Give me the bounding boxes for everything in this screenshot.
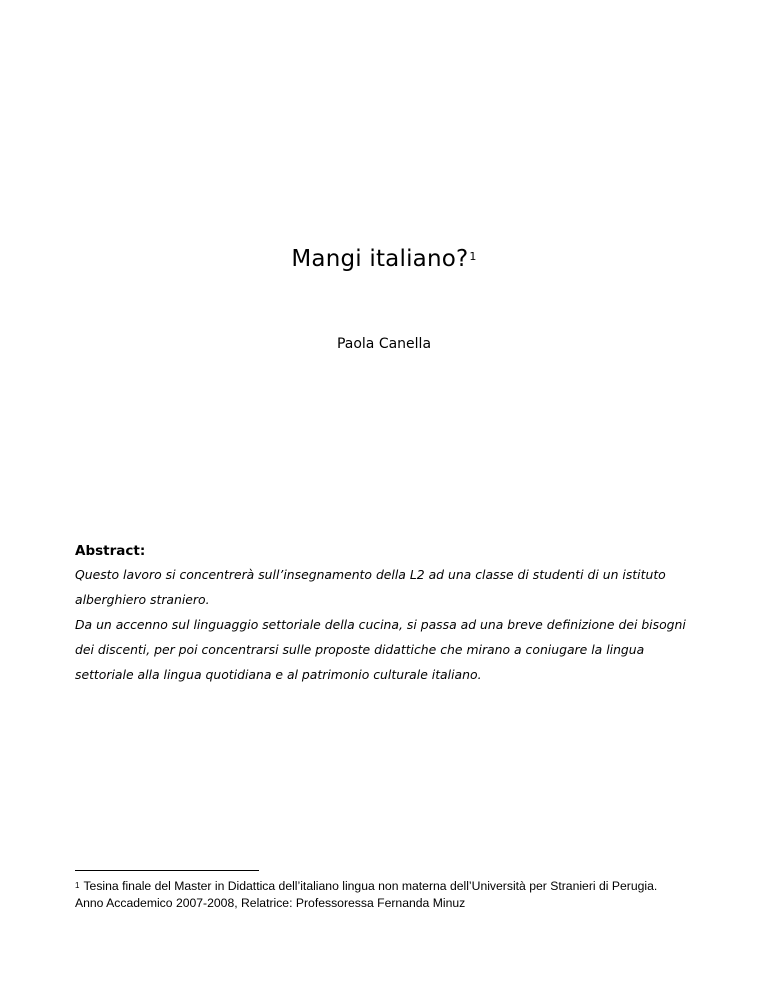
abstract-heading: Abstract: <box>75 543 146 559</box>
abstract-paragraph: Da un accenno sul linguaggio settoriale della cucina, si passa ad una breve definizione dei bisogni dei discenti, per poi concentrarsi sulle proposte didattiche che mirano a coniugare la lingua settoriale alla lingua quotidiana e al patrimonio culturale italiano. <box>75 617 686 682</box>
title-text: Mangi italiano? <box>291 246 469 272</box>
abstract-paragraph: Questo lavoro si concentrerà sull’insegnamento della L2 ad una classe di studenti di un istituto alberghiero straniero. <box>75 567 666 607</box>
footnote-text: Tesina finale del Master in Didattica dell’italiano lingua non materna dell’Università per Stranieri di Perugia. <box>83 879 658 893</box>
footnote-marker: 1 <box>75 881 80 890</box>
footnote <box>75 878 705 912</box>
abstract-section <box>75 540 695 687</box>
footnote-line <box>75 878 705 895</box>
document-title <box>0 244 768 274</box>
author-name: Paola Canella <box>336 336 432 352</box>
title-footnote-marker: 1 <box>469 250 477 263</box>
footnote-divider <box>75 870 259 871</box>
footnote-line: Anno Accademico 2007-2008, Relatrice: Professoressa Fernanda Minuz <box>75 896 466 910</box>
